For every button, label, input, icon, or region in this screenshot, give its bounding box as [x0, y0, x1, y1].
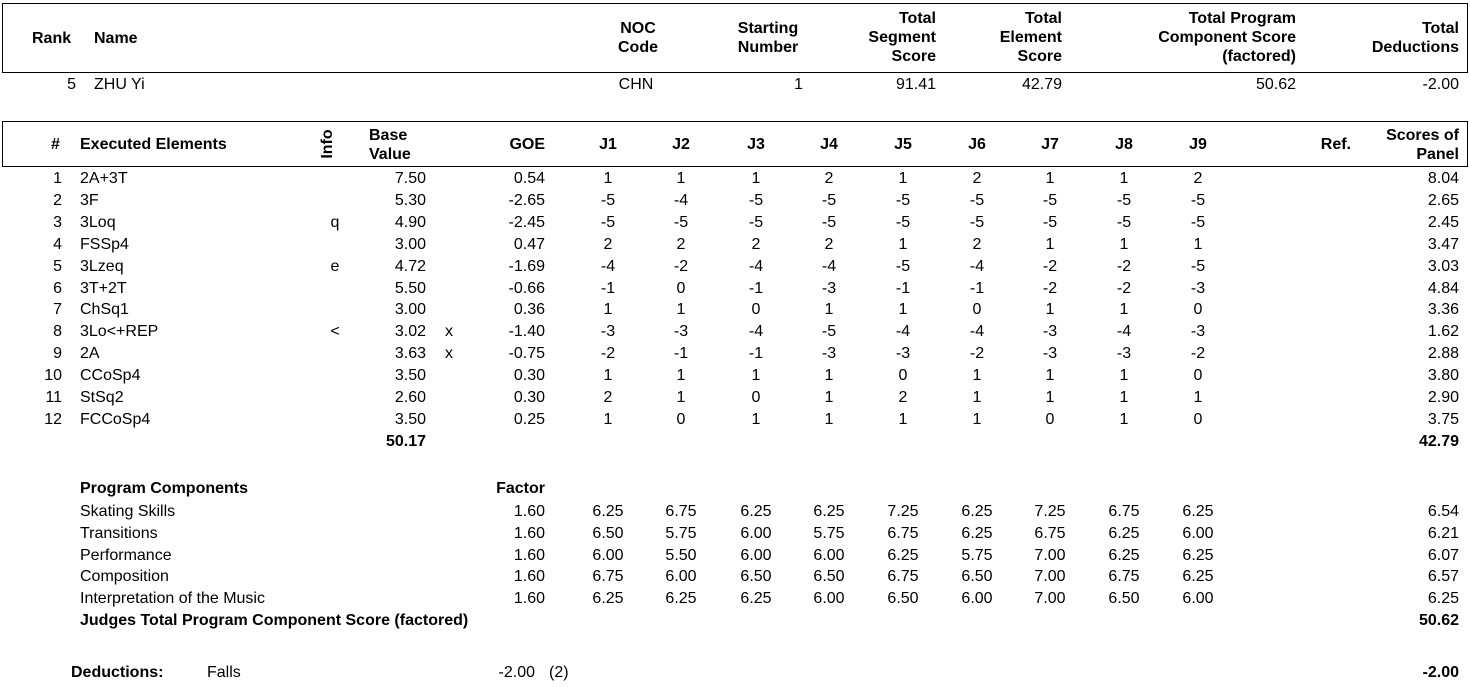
element-judge-score: -5	[748, 214, 764, 231]
deductions-count: (2)	[549, 664, 569, 681]
component-judge-score: 6.75	[1108, 503, 1140, 520]
component-factor: 1.60	[513, 568, 545, 585]
component-judge-score: 6.25	[1182, 568, 1214, 585]
element-judge-score: -1	[748, 280, 764, 297]
element-judge-score: 1	[1193, 389, 1203, 406]
element-judge-score: -5	[1116, 214, 1132, 231]
element-judge-score: -2	[1116, 258, 1132, 275]
component-judge-score: 7.25	[887, 503, 919, 520]
component-judge-score: 6.00	[1182, 590, 1214, 607]
deductions-value: -2.00	[498, 664, 535, 681]
element-name: 3Lo<+REP	[80, 323, 159, 340]
judge-header-j1: J1	[599, 136, 617, 153]
deductions-label: Deductions:	[71, 664, 164, 681]
element-judge-score: 1	[603, 170, 613, 187]
element-base-value: 3.02	[394, 323, 426, 340]
base-value-header: Base Value	[369, 127, 411, 163]
element-number: 3	[53, 214, 62, 231]
element-judge-score: -1	[673, 345, 689, 362]
element-judge-score: 1	[898, 236, 908, 253]
element-base-value: 4.90	[394, 214, 426, 231]
ref-header: Ref.	[1320, 136, 1351, 153]
component-judge-score: 6.25	[1182, 547, 1214, 564]
component-factor: 1.60	[513, 590, 545, 607]
element-panel-score: 2.90	[1427, 389, 1459, 406]
component-judge-score: 6.25	[1108, 525, 1140, 542]
element-goe: -0.66	[508, 280, 545, 297]
element-judge-score: 2	[603, 236, 613, 253]
component-judge-score: 6.00	[1182, 525, 1214, 542]
scores-of-panel-header: Scores of Panel	[1386, 127, 1459, 163]
component-judge-score: 6.25	[961, 503, 993, 520]
element-judge-score: -4	[1116, 323, 1132, 340]
element-number: 8	[53, 323, 62, 340]
element-name: 3Lzeq	[80, 258, 124, 275]
element-number: 6	[53, 280, 62, 297]
element-judge-score: 0	[1045, 411, 1055, 428]
element-judge-score: 1	[1119, 236, 1129, 253]
component-judge-score: 6.25	[961, 525, 993, 542]
element-judge-score: 1	[972, 411, 982, 428]
component-judge-score: 7.00	[1034, 568, 1066, 585]
skater-starting-number: 1	[794, 76, 803, 93]
element-judge-score: -5	[1190, 214, 1206, 231]
component-judge-score: 6.25	[740, 590, 772, 607]
element-judge-score: 1	[972, 389, 982, 406]
element-name: 2A+3T	[80, 170, 128, 187]
judge-header-j5: J5	[894, 136, 912, 153]
skater-deductions: -2.00	[1422, 76, 1459, 93]
element-judge-score: 1	[676, 367, 686, 384]
component-factor: 1.60	[513, 547, 545, 564]
component-judge-score: 6.25	[592, 503, 624, 520]
element-base-value: 4.72	[394, 258, 426, 275]
component-panel-score: 6.25	[1427, 590, 1459, 607]
element-name: StSq2	[80, 389, 124, 406]
element-name: FCCoSp4	[80, 411, 151, 428]
total-segment-score-header: Total Segment Score	[868, 10, 936, 65]
element-judge-score: 1	[603, 301, 613, 318]
element-judge-score: 1	[898, 301, 908, 318]
component-name: Transitions	[80, 525, 158, 542]
component-judge-score: 6.75	[665, 503, 697, 520]
base-value-total: 50.17	[385, 433, 426, 450]
judge-header-j6: J6	[968, 136, 986, 153]
element-judge-score: -3	[600, 323, 616, 340]
element-judge-score: 1	[898, 411, 908, 428]
element-judge-score: -5	[600, 214, 616, 231]
element-judge-score: -4	[821, 258, 837, 275]
element-judge-score: -2	[1190, 345, 1206, 362]
element-judge-score: 0	[676, 280, 686, 297]
component-judge-score: 6.50	[592, 525, 624, 542]
element-judge-score: 1	[1045, 170, 1055, 187]
info-header: Info	[319, 129, 336, 159]
elements-panel-total: 42.79	[1418, 433, 1459, 450]
skater-pcs: 50.62	[1255, 76, 1296, 93]
component-judge-score: 5.75	[813, 525, 845, 542]
component-judge-score: 6.25	[813, 503, 845, 520]
program-components-title: Program Components	[80, 480, 249, 497]
component-judge-score: 6.00	[665, 568, 697, 585]
skater-tss: 91.41	[895, 76, 936, 93]
element-judge-score: -1	[969, 280, 985, 297]
component-panel-score: 6.57	[1427, 568, 1459, 585]
element-judge-score: 1	[676, 301, 686, 318]
element-judge-score: 1	[824, 389, 834, 406]
element-judge-score: -1	[895, 280, 911, 297]
element-judge-score: 2	[824, 170, 834, 187]
component-name: Interpretation of the Music	[80, 590, 265, 607]
rank-header: Rank	[32, 30, 72, 47]
element-judge-score: -5	[895, 214, 911, 231]
element-judge-score: -5	[1116, 192, 1132, 209]
element-base-value: 3.00	[394, 301, 426, 318]
element-judge-score: 1	[1045, 367, 1055, 384]
element-number: 2	[53, 192, 62, 209]
element-name: 3T+2T	[80, 280, 127, 297]
element-goe: -1.40	[508, 323, 545, 340]
total-element-score-header: Total Element Score	[999, 10, 1062, 65]
skater-rank: 5	[67, 76, 76, 93]
element-judge-score: 1	[603, 367, 613, 384]
element-judge-score: -2	[673, 258, 689, 275]
executed-elements-header: Executed Elements	[80, 136, 227, 153]
element-judge-score: 1	[1193, 236, 1203, 253]
element-judge-score: 0	[898, 367, 908, 384]
component-factor: 1.60	[513, 525, 545, 542]
element-number: 10	[44, 367, 62, 384]
element-judge-score: 1	[824, 411, 834, 428]
skater-noc: CHN	[618, 76, 654, 93]
element-name: 2A	[80, 345, 100, 362]
judge-header-j4: J4	[820, 136, 838, 153]
element-judge-score: -3	[1042, 345, 1058, 362]
element-judge-score: 2	[898, 389, 908, 406]
element-judge-score: -3	[673, 323, 689, 340]
component-name: Performance	[80, 547, 172, 564]
component-judge-score: 6.25	[592, 590, 624, 607]
element-judge-score: 2	[824, 236, 834, 253]
element-judge-score: -1	[748, 345, 764, 362]
component-judge-score: 6.25	[1182, 503, 1214, 520]
component-judge-score: 6.25	[740, 503, 772, 520]
element-name: 3Loq	[80, 214, 116, 231]
component-judge-score: 6.25	[665, 590, 697, 607]
element-panel-score: 2.88	[1427, 345, 1459, 362]
element-info: q	[330, 214, 340, 231]
goe-header: GOE	[509, 136, 545, 153]
element-judge-score: 1	[898, 170, 908, 187]
element-judge-score: -3	[821, 345, 837, 362]
element-judge-score: 1	[972, 367, 982, 384]
element-judge-score: -5	[1042, 192, 1058, 209]
element-judge-score: -4	[895, 323, 911, 340]
element-judge-score: 0	[1193, 301, 1203, 318]
element-judge-score: -5	[895, 258, 911, 275]
element-judge-score: -3	[821, 280, 837, 297]
element-judge-score: -4	[600, 258, 616, 275]
element-number: 12	[44, 411, 62, 428]
element-judge-score: -3	[1190, 280, 1206, 297]
element-base-value: 3.50	[394, 411, 426, 428]
component-judge-score: 6.75	[592, 568, 624, 585]
judge-header-j2: J2	[672, 136, 690, 153]
element-judge-score: -2	[1116, 280, 1132, 297]
component-judge-score: 5.75	[665, 525, 697, 542]
element-judge-score: 1	[1045, 301, 1055, 318]
element-judge-score: -3	[1116, 345, 1132, 362]
element-goe: -2.45	[508, 214, 545, 231]
element-judge-score: -5	[1190, 192, 1206, 209]
element-base-value: 3.63	[394, 345, 426, 362]
element-judge-score: -4	[969, 323, 985, 340]
element-judge-score: 2	[972, 170, 982, 187]
element-judge-score: -1	[600, 280, 616, 297]
element-number: 1	[53, 170, 62, 187]
element-judge-score: -5	[1042, 214, 1058, 231]
element-judge-score: 1	[676, 389, 686, 406]
component-judge-score: 5.50	[665, 547, 697, 564]
element-judge-score: -4	[673, 192, 689, 209]
component-judge-score: 6.25	[1108, 547, 1140, 564]
component-name: Composition	[80, 568, 169, 585]
element-judge-score: -3	[1042, 323, 1058, 340]
component-factor: 1.60	[513, 503, 545, 520]
component-judge-score: 6.00	[740, 525, 772, 542]
component-judge-score: 6.00	[961, 590, 993, 607]
component-judge-score: 7.00	[1034, 590, 1066, 607]
element-goe: 0.30	[513, 389, 545, 406]
component-judge-score: 6.75	[887, 568, 919, 585]
element-goe: 0.30	[513, 367, 545, 384]
element-info: e	[330, 258, 340, 275]
element-judge-score: 2	[603, 389, 613, 406]
element-judge-score: 1	[751, 411, 761, 428]
element-judge-score: 2	[1193, 170, 1203, 187]
component-judge-score: 6.50	[1108, 590, 1140, 607]
component-judge-score: 6.00	[592, 547, 624, 564]
deductions-item: Falls	[207, 664, 241, 681]
element-base-value: 5.30	[394, 192, 426, 209]
element-judge-score: 0	[676, 411, 686, 428]
starting-number-header: Starting Number	[737, 20, 799, 56]
element-judge-score: -5	[748, 192, 764, 209]
component-panel-score: 6.54	[1427, 503, 1459, 520]
element-goe: 0.25	[513, 411, 545, 428]
element-judge-score: -2	[969, 345, 985, 362]
element-judge-score: -3	[1190, 323, 1206, 340]
element-judge-score: 0	[1193, 411, 1203, 428]
element-judge-score: -5	[600, 192, 616, 209]
element-panel-score: 3.47	[1427, 236, 1459, 253]
element-judge-score: 1	[1045, 236, 1055, 253]
total-deductions-header: Total Deductions	[1371, 20, 1459, 56]
element-judge-score: 0	[1193, 367, 1203, 384]
name-header: Name	[94, 30, 138, 47]
component-panel-score: 6.21	[1427, 525, 1459, 542]
element-bonus-marker: x	[445, 345, 453, 362]
judge-header-j9: J9	[1189, 136, 1207, 153]
element-judge-score: -4	[748, 323, 764, 340]
element-name: FSSp4	[80, 236, 129, 253]
element-base-value: 2.60	[394, 389, 426, 406]
element-number-header: #	[51, 136, 60, 153]
element-judge-score: -5	[969, 214, 985, 231]
component-judge-score: 6.75	[1108, 568, 1140, 585]
element-info: <	[330, 323, 340, 340]
element-goe: 0.36	[513, 301, 545, 318]
element-judge-score: 1	[676, 170, 686, 187]
component-judge-score: 6.50	[813, 568, 845, 585]
element-judge-score: -2	[1042, 258, 1058, 275]
element-judge-score: 2	[676, 236, 686, 253]
element-judge-score: -4	[969, 258, 985, 275]
element-panel-score: 3.03	[1427, 258, 1459, 275]
element-panel-score: 3.36	[1427, 301, 1459, 318]
element-judge-score: 0	[751, 389, 761, 406]
element-base-value: 7.50	[394, 170, 426, 187]
element-goe: 0.54	[513, 170, 545, 187]
element-number: 7	[53, 301, 62, 318]
element-judge-score: -5	[821, 323, 837, 340]
deductions-total: -2.00	[1422, 664, 1459, 681]
element-panel-score: 3.80	[1427, 367, 1459, 384]
component-judge-score: 6.50	[740, 568, 772, 585]
element-judge-score: -4	[748, 258, 764, 275]
element-goe: 0.47	[513, 236, 545, 253]
component-judge-score: 6.25	[887, 547, 919, 564]
factor-header: Factor	[496, 480, 545, 497]
component-judge-score: 6.00	[740, 547, 772, 564]
element-judge-score: 1	[1119, 170, 1129, 187]
element-judge-score: 1	[1119, 367, 1129, 384]
element-goe: -2.65	[508, 192, 545, 209]
element-judge-score: 1	[751, 367, 761, 384]
judge-header-j8: J8	[1115, 136, 1133, 153]
component-judge-score: 6.00	[813, 590, 845, 607]
element-bonus-marker: x	[445, 323, 453, 340]
element-number: 4	[53, 236, 62, 253]
component-judge-score: 6.75	[887, 525, 919, 542]
component-judge-score: 6.50	[887, 590, 919, 607]
element-judge-score: 2	[751, 236, 761, 253]
element-number: 11	[45, 389, 62, 406]
element-judge-score: 1	[824, 301, 834, 318]
element-judge-score: -5	[895, 192, 911, 209]
element-judge-score: -5	[1190, 258, 1206, 275]
component-judge-score: 5.75	[961, 547, 993, 564]
element-goe: -0.75	[508, 345, 545, 362]
element-number: 9	[53, 345, 62, 362]
element-number: 5	[53, 258, 62, 275]
element-judge-score: 0	[751, 301, 761, 318]
judge-header-j3: J3	[747, 136, 765, 153]
element-name: ChSq1	[80, 301, 129, 318]
element-name: CCoSp4	[80, 367, 141, 384]
total-pcs-header: Total Program Component Score (factored)	[1158, 10, 1296, 65]
element-judge-score: 1	[603, 411, 613, 428]
element-judge-score: -5	[969, 192, 985, 209]
element-panel-score: 4.84	[1427, 280, 1459, 297]
element-goe: -1.69	[508, 258, 545, 275]
element-panel-score: 3.75	[1427, 411, 1459, 428]
skater-name: ZHU Yi	[94, 76, 145, 93]
element-judge-score: 1	[1119, 411, 1129, 428]
element-judge-score: -5	[821, 192, 837, 209]
element-name: 3F	[80, 192, 99, 209]
element-judge-score: -5	[673, 214, 689, 231]
judges-total-pcs-value: 50.62	[1418, 612, 1459, 629]
component-judge-score: 6.00	[813, 547, 845, 564]
noc-header: NOC Code	[618, 20, 658, 56]
component-name: Skating Skills	[80, 503, 176, 520]
component-judge-score: 7.25	[1034, 503, 1066, 520]
element-base-value: 3.00	[394, 236, 426, 253]
component-judge-score: 7.00	[1034, 547, 1066, 564]
element-judge-score: 1	[1119, 389, 1129, 406]
element-judge-score: -2	[1042, 280, 1058, 297]
element-judge-score: -2	[600, 345, 616, 362]
element-panel-score: 8.04	[1427, 170, 1459, 187]
component-judge-score: 6.75	[1034, 525, 1066, 542]
skater-tes: 42.79	[1021, 76, 1062, 93]
element-judge-score: 0	[972, 301, 982, 318]
element-judge-score: 2	[972, 236, 982, 253]
element-panel-score: 1.62	[1427, 323, 1459, 340]
element-panel-score: 2.45	[1427, 214, 1459, 231]
component-panel-score: 6.07	[1427, 547, 1459, 564]
judges-total-pcs-label: Judges Total Program Component Score (factored)	[80, 612, 469, 629]
element-judge-score: 1	[824, 367, 834, 384]
element-judge-score: 1	[751, 170, 761, 187]
component-judge-score: 6.50	[961, 568, 993, 585]
element-judge-score: -3	[895, 345, 911, 362]
element-base-value: 5.50	[394, 280, 426, 297]
element-base-value: 3.50	[394, 367, 426, 384]
element-judge-score: 1	[1045, 389, 1055, 406]
element-judge-score: 1	[1119, 301, 1129, 318]
element-judge-score: -5	[821, 214, 837, 231]
judge-header-j7: J7	[1041, 136, 1059, 153]
element-panel-score: 2.65	[1427, 192, 1459, 209]
